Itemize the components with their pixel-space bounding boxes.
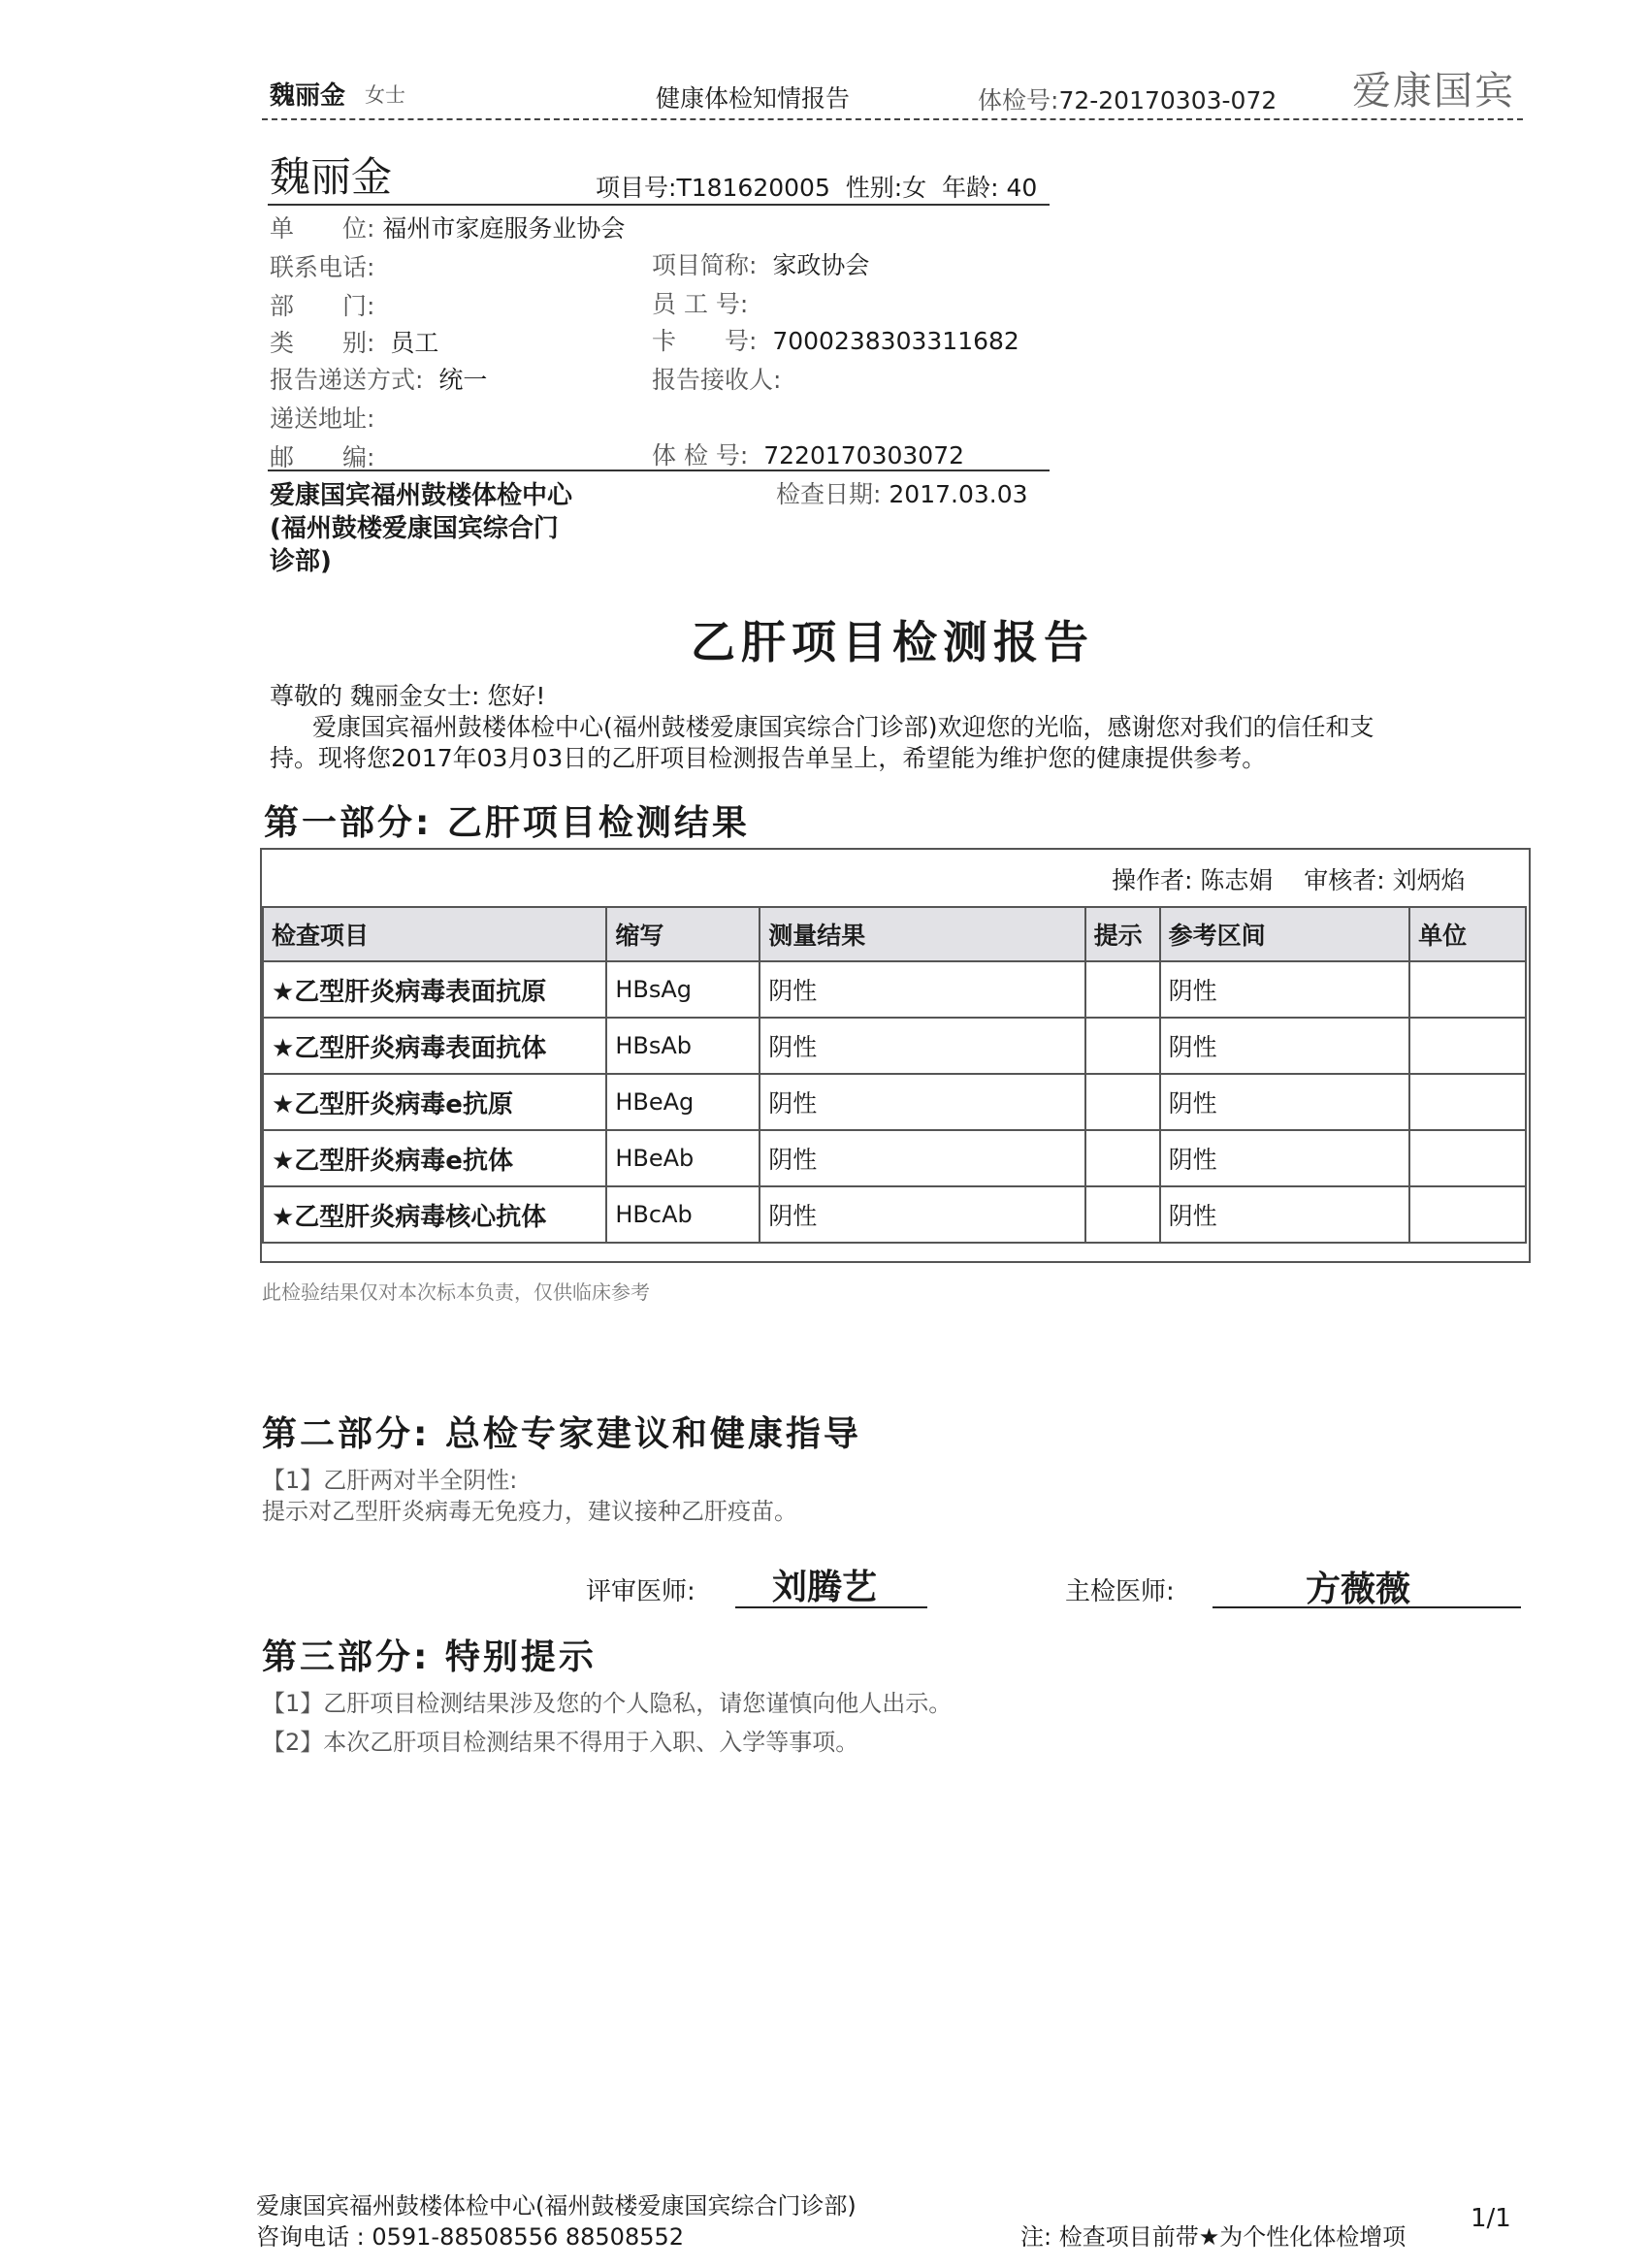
project-name-row xyxy=(652,246,869,281)
reviewer-label: 审核者: xyxy=(1304,866,1385,894)
gender: 女 xyxy=(902,174,927,202)
row-ref: 阴性 xyxy=(1160,961,1410,1018)
row-unit xyxy=(1409,1018,1526,1074)
row-item: ★乙型肝炎病毒e抗体 xyxy=(263,1130,606,1186)
operator-label: 操作者: xyxy=(1112,866,1193,894)
row-abbr: HBcAb xyxy=(606,1186,760,1243)
header-exam-no-value: 72-20170303-072 xyxy=(1058,86,1277,114)
greeting-salutation: 尊敬的 魏丽金女士: 您好! xyxy=(270,682,546,710)
row-hint xyxy=(1085,961,1160,1018)
chief-doctor-sign-line xyxy=(1212,1606,1521,1608)
row-result: 阴性 xyxy=(760,1018,1084,1074)
row-item: ★乙型肝炎病毒核心抗体 xyxy=(263,1186,606,1243)
chief-doctor-signature: 方薇薇 xyxy=(1306,1569,1411,1609)
card-row xyxy=(652,322,1019,357)
postcode-label: 邮 编: xyxy=(270,443,375,471)
age: 40 xyxy=(1006,174,1038,202)
row-unit xyxy=(1409,1074,1526,1130)
center-line-1: 爱康国宾福州鼓楼体检中心 xyxy=(270,481,573,510)
row-ref: 阴性 xyxy=(1160,1130,1410,1186)
header-exam-no xyxy=(978,81,1277,116)
operator-name: 陈志娟 xyxy=(1200,866,1274,894)
col-header-hint: 提示 xyxy=(1085,907,1160,961)
row-result: 阴性 xyxy=(760,1074,1084,1130)
dept-label: 部 门: xyxy=(270,292,375,320)
delivery-value: 统一 xyxy=(438,366,488,394)
reviewing-doctor-label: 评审医师: xyxy=(586,1577,695,1606)
page-number: 1/1 xyxy=(1471,2204,1511,2233)
unit-value: 福州市家庭服务业协会 xyxy=(382,214,626,243)
row-hint xyxy=(1085,1130,1160,1186)
part3-item-2: 【2】本次乙肝项目检测结果不得用于入职、入学等事项。 xyxy=(262,1729,859,1756)
row-item: ★乙型肝炎病毒e抗原 xyxy=(263,1074,606,1130)
center-line-3: 诊部) xyxy=(270,547,332,576)
exam-date-label: 检查日期: xyxy=(776,480,882,508)
patient-divider xyxy=(268,204,1050,206)
receiver-label: 报告接收人: xyxy=(652,366,782,394)
row-result: 阴性 xyxy=(760,961,1084,1018)
header-report-type: 健康体检知情报告 xyxy=(656,84,851,113)
patient-summary xyxy=(596,169,1037,204)
footer-phone: 咨询电话 : 0591-88508556 88508552 xyxy=(256,2223,685,2251)
category-label: 类 别: xyxy=(270,329,375,357)
col-header-item: 检查项目 xyxy=(263,907,606,961)
footer-center: 爱康国宾福州鼓楼体检中心(福州鼓楼爱康国宾综合门诊部) xyxy=(256,2192,857,2219)
center-line-2: (福州鼓楼爱康国宾综合门 xyxy=(270,514,559,543)
reviewing-doctor-signature: 刘腾艺 xyxy=(772,1567,878,1607)
exam-no-row xyxy=(652,437,964,471)
gender-label: 性别: xyxy=(845,174,903,202)
row-item: ★乙型肝炎病毒表面抗体 xyxy=(263,1018,606,1074)
row-result: 阴性 xyxy=(760,1130,1084,1186)
table-row xyxy=(263,1018,1526,1074)
table-row xyxy=(263,1074,1526,1130)
footer-note: 注: 检查项目前带★为个性化体检增项 xyxy=(1020,2223,1406,2251)
project-no-label: 项目号: xyxy=(596,174,677,202)
part2-item-1: 【1】乙肝两对半全阴性: xyxy=(262,1467,518,1494)
chief-doctor-label: 主检医师: xyxy=(1065,1577,1175,1606)
patient-name: 魏丽金 xyxy=(270,153,393,201)
header-divider xyxy=(262,118,1523,120)
employee-no-label: 员 工 号: xyxy=(652,290,749,318)
category-row xyxy=(270,324,438,359)
reviewing-doctor-sign-line xyxy=(735,1606,927,1608)
project-name-value: 家政协会 xyxy=(772,251,870,279)
age-label: 年龄: xyxy=(942,174,999,202)
row-ref: 阴性 xyxy=(1160,1018,1410,1074)
project-no: T181620005 xyxy=(676,174,830,202)
col-header-unit: 单位 xyxy=(1409,907,1526,961)
exam-no-label: 体 检 号: xyxy=(652,441,749,470)
delivery-label: 报告递送方式: xyxy=(270,366,424,394)
results-table xyxy=(262,906,1527,1244)
row-hint xyxy=(1085,1074,1160,1130)
reviewer-name: 刘炳焰 xyxy=(1392,866,1466,894)
row-abbr: HBeAb xyxy=(606,1130,760,1186)
brand-logo: 爱康国宾 xyxy=(1352,69,1515,113)
table-row xyxy=(263,1186,1526,1243)
table-row xyxy=(263,961,1526,1018)
col-header-result: 测量结果 xyxy=(760,907,1084,961)
part2-heading: 第二部分: 总检专家建议和健康指导 xyxy=(262,1414,861,1454)
col-header-abbr: 缩写 xyxy=(606,907,760,961)
part3-heading: 第三部分: 特别提示 xyxy=(262,1637,597,1677)
row-unit xyxy=(1409,1130,1526,1186)
row-hint xyxy=(1085,1186,1160,1243)
row-abbr: HBeAg xyxy=(606,1074,760,1130)
exam-no-value: 7220170303072 xyxy=(763,441,965,470)
row-hint xyxy=(1085,1018,1160,1074)
category-value: 员工 xyxy=(390,329,439,357)
part1-heading: 第一部分: 乙肝项目检测结果 xyxy=(264,803,750,843)
row-ref: 阴性 xyxy=(1160,1074,1410,1130)
part3-item-1: 【1】乙肝项目检测结果涉及您的个人隐私，请您谨慎向他人出示。 xyxy=(262,1690,953,1717)
address-label: 递送地址: xyxy=(270,405,375,433)
table-row xyxy=(263,1130,1526,1186)
col-header-ref: 参考区间 xyxy=(1160,907,1410,961)
row-abbr: HBsAg xyxy=(606,961,760,1018)
row-ref: 阴性 xyxy=(1160,1186,1410,1243)
row-item: ★乙型肝炎病毒表面抗原 xyxy=(263,961,606,1018)
part2-item-1-detail: 提示对乙型肝炎病毒无免疫力，建议接种乙肝疫苗。 xyxy=(262,1498,797,1525)
project-name-label: 项目简称: xyxy=(652,251,758,279)
unit-row xyxy=(270,210,625,244)
report-title: 乙肝项目检测报告 xyxy=(691,616,1094,668)
row-unit xyxy=(1409,961,1526,1018)
row-abbr: HBsAb xyxy=(606,1018,760,1074)
exam-date: 2017.03.03 xyxy=(889,480,1028,508)
card-label: 卡 号: xyxy=(652,327,758,355)
header-title-suffix: 女士 xyxy=(365,83,405,107)
results-note: 此检验结果仅对本次标本负责，仅供临床参考 xyxy=(262,1280,650,1304)
phone-label: 联系电话: xyxy=(270,253,375,281)
unit-label: 单 位: xyxy=(270,214,375,243)
operator-row xyxy=(1112,861,1466,896)
row-unit xyxy=(1409,1186,1526,1243)
exam-date-row xyxy=(776,475,1028,510)
header-name: 魏丽金 xyxy=(270,81,346,111)
row-result: 阴性 xyxy=(760,1186,1084,1243)
results-header-row xyxy=(263,907,1526,961)
header-exam-no-label: 体检号: xyxy=(978,86,1059,114)
greeting-body-line-1: 爱康国宾福州鼓楼体检中心(福州鼓楼爱康国宾综合门诊部)欢迎您的光临，感谢您对我们的信任和支 xyxy=(312,713,1374,741)
delivery-row xyxy=(270,361,487,396)
card-value: 7000238303311682 xyxy=(772,327,1019,355)
greeting-body-line-2: 持。现将您2017年03月03日的乙肝项目检测报告单呈上，希望能为维护您的健康提供参考。 xyxy=(270,744,1267,772)
info-divider xyxy=(268,470,1050,471)
